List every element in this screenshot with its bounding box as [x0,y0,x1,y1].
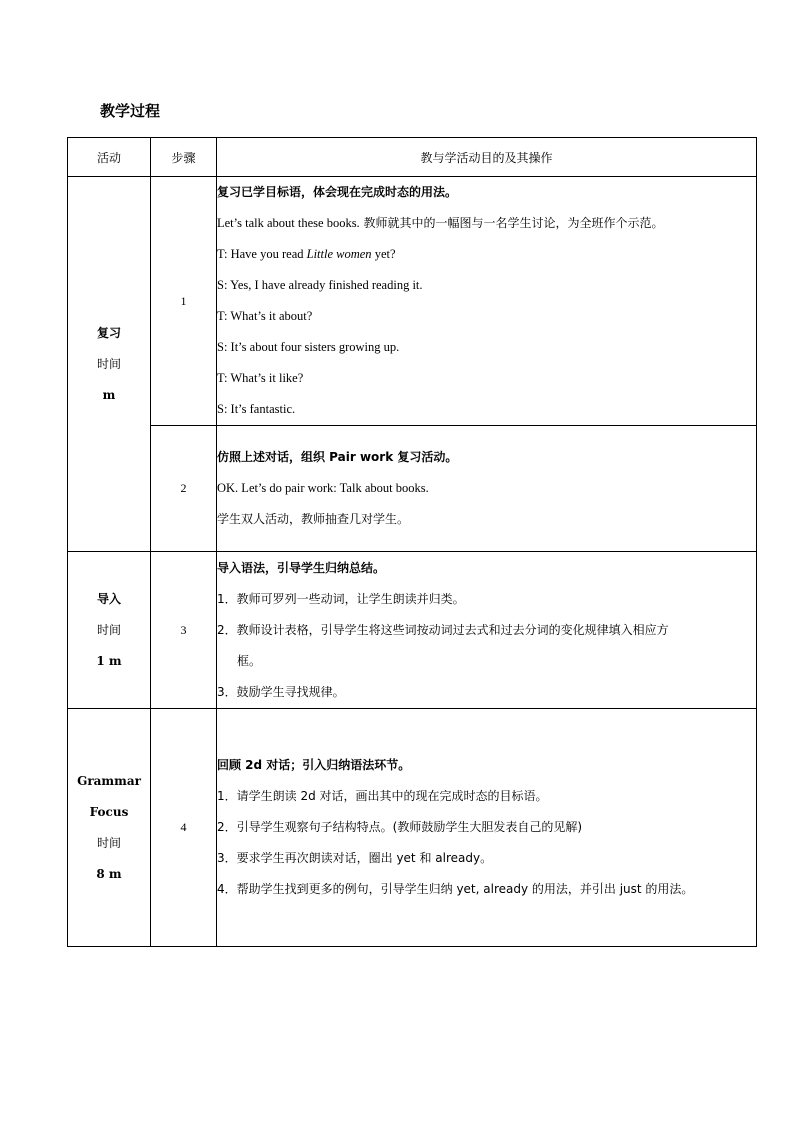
step-number: 3 [151,552,217,709]
dialogue-q1-pre: T: Have you read [217,247,307,261]
book-title: Little women [306,247,372,261]
intro-cn: 教师就其中的一幅图与一名学生讨论，为全班作个示范。 [363,216,664,230]
activity-review [68,177,151,552]
header-content: 教与学活动目的及其操作 [217,138,757,177]
step-number: 2 [151,426,217,552]
step-content [217,177,757,426]
content-line: OK. Let’s do pair work: Talk about books. [217,481,429,495]
step-title: 仿照上述对话，组织 Pair work 复习活动。 [217,450,458,464]
activity-name: 复习 [96,325,121,340]
header-step: 步骤 [151,138,217,177]
dialogue-line: S: It’s fantastic. [217,402,296,416]
list-item: 4．帮助学生找到更多的例句，引导学生归纳 yet, already 的用法，并引出 just 的用法。 [217,882,694,896]
step-content [217,709,757,947]
content-line [217,208,756,239]
dialogue-q1-post: yet? [371,247,396,261]
activity-grammar-focus [68,709,151,947]
activity-time-value: 1 m [96,653,122,668]
table-row [68,426,757,552]
dialogue-line: T: What’s it like? [217,371,304,385]
activity-name: Grammar [77,773,141,788]
lesson-process-table [67,137,757,947]
activity-time-label: 时间 [96,622,121,637]
activity-name: 导入 [96,591,121,606]
list-item-continued: 框。 [237,653,262,668]
activity-lead-in [68,552,151,709]
list-item: 1．请学生朗读 2d 对话，画出其中的现在完成时态的目标语。 [217,789,548,803]
step-content [217,552,757,709]
activity-time-label: 时间 [96,835,121,850]
dialogue-line: T: What’s it about? [217,309,313,323]
section-heading: 教学过程 [100,102,161,120]
dialogue-line [217,239,756,270]
dialogue-line: S: Yes, I have already finished reading it. [217,278,423,292]
content-line: 学生双人活动，教师抽查几对学生。 [217,512,410,526]
table-header-row [68,138,757,177]
step-title: 回顾 2d 对话；引入归纳语法环节。 [217,758,411,772]
table-row [68,177,757,426]
table-row [68,552,757,709]
step-number: 1 [151,177,217,426]
activity-time-value: 8 m [96,866,122,881]
intro-en: Let’s talk about these books. [217,216,360,230]
step-number: 4 [151,709,217,947]
step-content [217,426,757,552]
header-activity: 活动 [68,138,151,177]
activity-time-label: 时间 [96,356,121,371]
list-item: 3．鼓励学生寻找规律。 [217,684,345,699]
step-title: 导入语法，引导学生归纳总结。 [217,560,386,575]
activity-name-line2: Focus [89,804,129,819]
list-item: 1．教师可罗列一些动词，让学生朗读并归类。 [217,591,465,606]
dialogue-line: S: It’s about four sisters growing up. [217,340,400,354]
list-item: 2．教师设计表格，引导学生将这些词按动词过去式和过去分词的变化规律填入相应方 [217,622,669,637]
activity-time-value: m [102,387,116,402]
step-title: 复习已学目标语，体会现在完成时态的用法。 [217,185,458,199]
list-item: 2．引导学生观察句子结构特点。(教师鼓励学生大胆发表自己的见解) [217,820,583,834]
list-item: 3．要求学生再次朗读对话，圈出 yet 和 already。 [217,851,493,865]
table-row [68,709,757,947]
